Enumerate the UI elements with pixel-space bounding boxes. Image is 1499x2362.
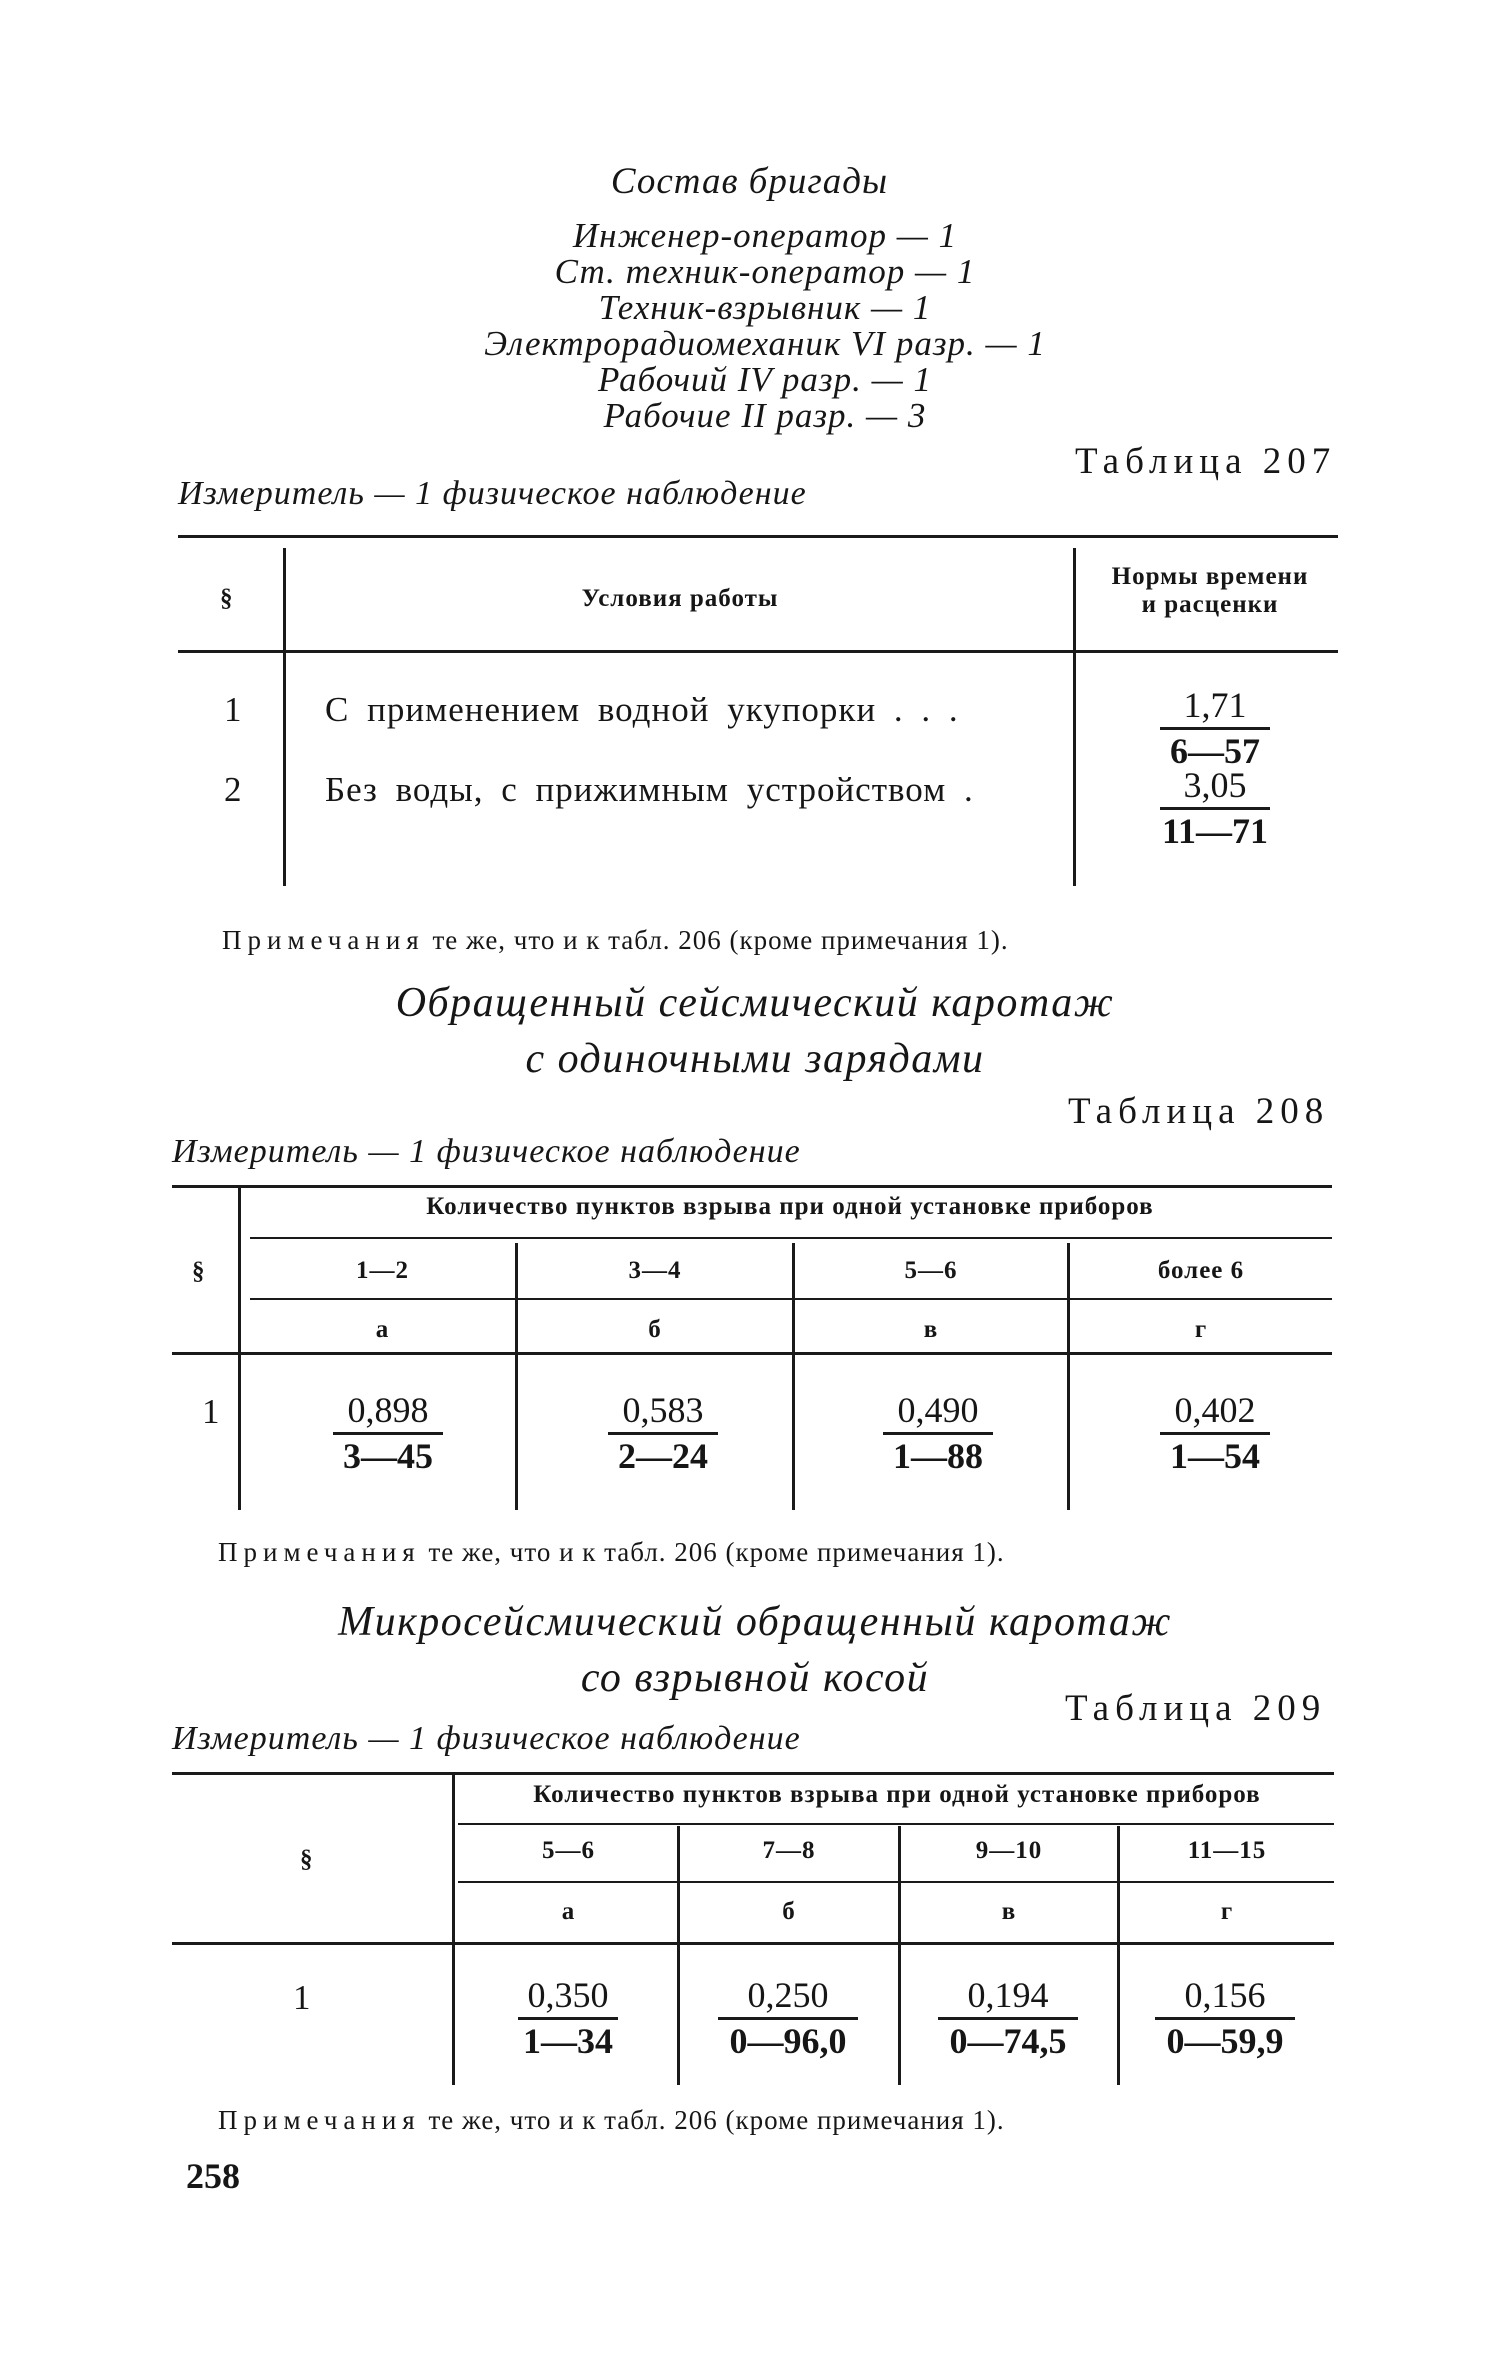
header-letter: а <box>561 1898 576 1925</box>
norm-fraction: 1,71 6—57 <box>1115 685 1315 770</box>
norm-fraction: 0,156 0—59,9 <box>1125 1975 1325 2060</box>
header-range: 1—2 <box>356 1257 409 1284</box>
crew-member: Инженер-оператор — 1 <box>572 216 958 255</box>
crew-list <box>0 218 1499 434</box>
header-range: более 6 <box>1157 1257 1245 1284</box>
table-209-measure: Измеритель — 1 физическое наблюдение <box>172 1720 801 1757</box>
header-section: § <box>192 1258 206 1285</box>
header-group: Количество пунктов взрыва при одной установке приборов <box>426 1193 1154 1220</box>
header-letter: в <box>1001 1898 1017 1925</box>
crew-member: Ст. техник-оператор — 1 <box>554 252 976 291</box>
header-letter: г <box>1220 1898 1234 1925</box>
crew-member: Рабочий IV разр. — 1 <box>598 360 932 399</box>
header-range: 5—6 <box>904 1257 958 1284</box>
row-number: 2 <box>224 770 243 809</box>
header-range: 9—10 <box>975 1837 1043 1864</box>
table-207-number: Таблица 207 <box>1075 441 1337 482</box>
table-207-measure: Измеритель — 1 физическое наблюдение <box>178 475 807 512</box>
table-208-note: Примечания те же, что и к табл. 206 (кроме примечания 1). <box>218 1537 1005 1567</box>
norm-fraction: 0,350 1—34 <box>468 1975 668 2060</box>
header-conditions: Условия работы <box>581 585 779 612</box>
page-number: 258 <box>186 2156 240 2196</box>
crew-member: Техник-взрывник — 1 <box>598 288 932 327</box>
header-section: § <box>220 585 234 612</box>
table-208-measure: Измеритель — 1 физическое наблюдение <box>172 1133 801 1170</box>
crew-title: Состав бригады <box>610 161 889 202</box>
norm-fraction: 0,250 0—96,0 <box>688 1975 888 2060</box>
section-208-title: Обращенный сейсмический каротаж с одиночными зарядами <box>395 980 1115 1082</box>
row-number: 1 <box>224 690 243 729</box>
crew-member: Электрорадиомеханик VI разр. — 1 <box>484 324 1046 363</box>
header-letter: а <box>375 1316 390 1343</box>
norm-fraction: 0,898 3—45 <box>288 1390 488 1475</box>
norm-fraction: 0,194 0—74,5 <box>908 1975 1108 2060</box>
header-group: Количество пунктов взрыва при одной установке приборов <box>533 1781 1261 1808</box>
table-207-note: Примечания те же, что и к табл. 206 (кроме примечания 1). <box>222 925 1009 955</box>
header-letter: г <box>1194 1316 1208 1343</box>
crew-member: Рабочие II разр. — 3 <box>603 396 927 435</box>
table-209-note: Примечания те же, что и к табл. 206 (кроме примечания 1). <box>218 2105 1005 2135</box>
header-range: 7—8 <box>762 1837 816 1864</box>
section-209-title: Микросейсмический обращенный каротаж со взрывной косой <box>338 1599 1172 1701</box>
row-number: 1 <box>293 1978 312 2017</box>
table-209-number: Таблица 209 <box>1065 1688 1327 1729</box>
row-condition: Без воды, с прижимным устройством . <box>325 770 974 809</box>
norm-fraction: 0,583 2—24 <box>563 1390 763 1475</box>
header-letter: б <box>782 1898 796 1925</box>
norm-fraction: 3,05 11—71 <box>1161 765 1268 851</box>
header-range: 3—4 <box>628 1257 682 1284</box>
table-208-number: Таблица 208 <box>1068 1091 1330 1132</box>
norm-fraction: 0,402 1—54 <box>1115 1390 1315 1475</box>
header-letter: б <box>648 1316 662 1343</box>
header-norms: Нормы времени и расценки <box>1111 563 1309 618</box>
row-condition: С применением водной укупорки . . . <box>325 690 959 729</box>
norm-fraction: 0,490 1—88 <box>838 1390 1038 1475</box>
header-letter: в <box>923 1316 939 1343</box>
header-section: § <box>300 1846 314 1873</box>
row-number: 1 <box>202 1392 221 1431</box>
header-range: 11—15 <box>1187 1837 1267 1864</box>
header-range: 5—6 <box>542 1837 595 1864</box>
